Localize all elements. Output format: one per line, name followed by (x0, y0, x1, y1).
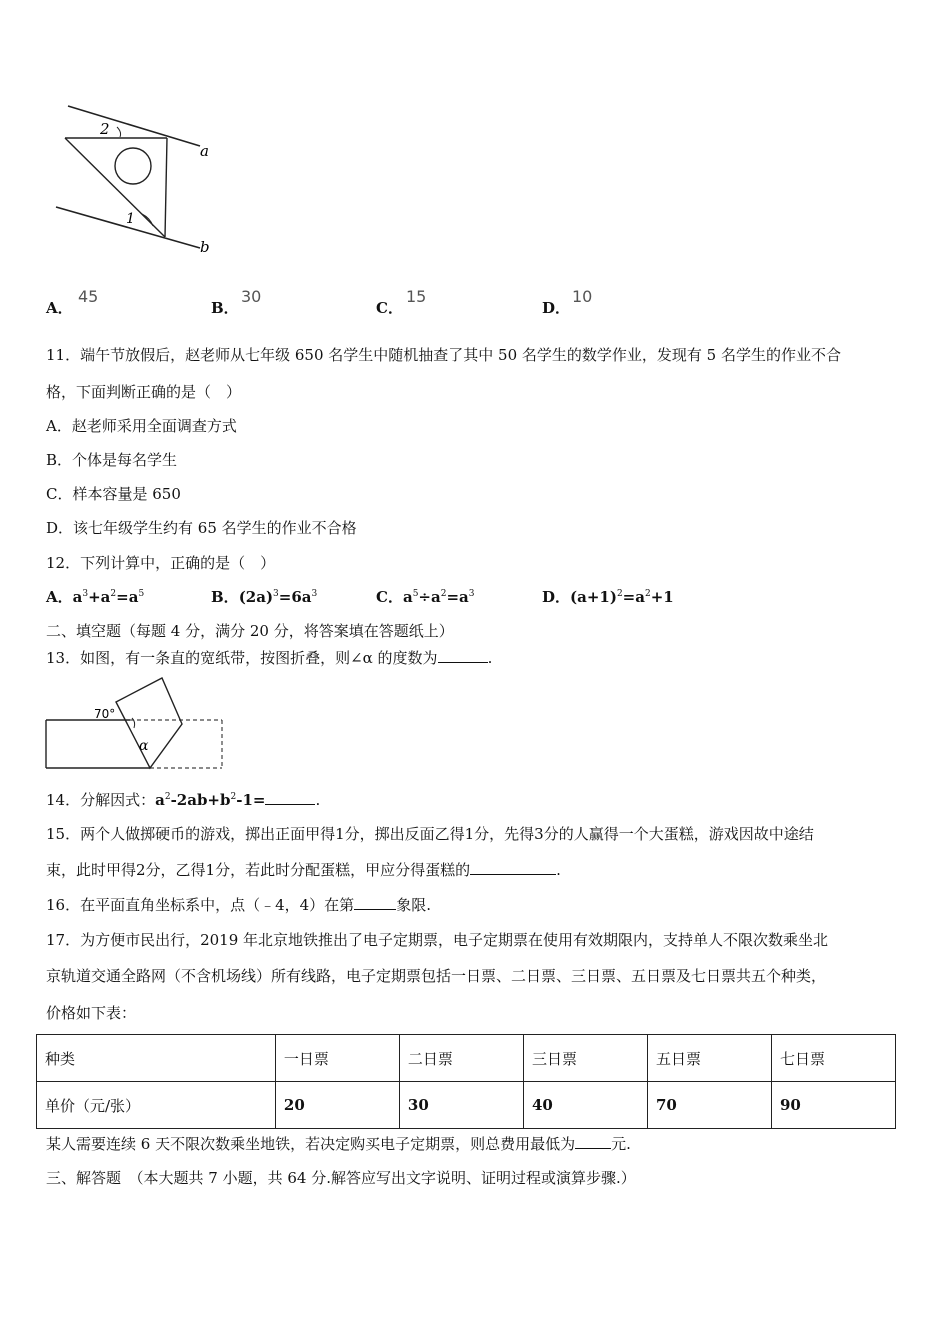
table-cell: 二日票 (399, 1035, 523, 1082)
alpha-label: α (139, 738, 149, 754)
inscribed-circle (115, 148, 151, 184)
table-cell: 五日票 (647, 1035, 771, 1082)
table-cell: 单价（元/张） (37, 1082, 276, 1129)
table-cell: 20 (275, 1082, 399, 1129)
line-b-label: b (200, 238, 210, 256)
answer-blank[interactable] (354, 895, 396, 910)
q14-stem: 14．分解因式：$a^2-2ab+b^2-1=$ . (46, 791, 321, 809)
section2-heading: 二、填空题（每题 4 分，满分 20 分，将答案填在答题纸上） (46, 622, 454, 640)
q11-option-b[interactable]: B．个体是每名学生 (46, 451, 178, 469)
q17-question: 某人需要连续 6 天不限次数乘坐地铁，若决定购买电子定期票，则总费用最低为 元. (46, 1135, 631, 1153)
angle-1-label: 1 (126, 211, 135, 227)
q13-folded-strip-figure (44, 674, 229, 774)
option-letter: A． (46, 299, 73, 317)
q17-stem-line1: 17．为方便市民出行，2019 年北京地铁推出了电子定期票，电子定期票在使用有效期限内，支持单人不限次数乘坐北 (46, 931, 829, 949)
option-value: 15 (406, 287, 427, 306)
table-cell: 种类 (37, 1035, 276, 1082)
q11-option-a[interactable]: A．赵老师采用全面调查方式 (46, 417, 237, 435)
table-header-row (37, 1035, 896, 1082)
q11-option-d[interactable]: D．该七年级学生约有 65 名学生的作业不合格 (46, 519, 357, 537)
q11-stem-line2: 格，下面判断正确的是（ ） (46, 383, 242, 401)
line-a-label: a (200, 142, 209, 160)
angle-2-label: 2 (100, 120, 110, 138)
table-cell: 70 (647, 1082, 771, 1129)
table-cell: 一日票 (275, 1035, 399, 1082)
table-cell: 40 (523, 1082, 647, 1129)
q16-stem: 16．在平面直角坐标系中，点（﹣4，4）在第 象限. (46, 896, 431, 914)
line-a (68, 106, 200, 146)
q12-option-d[interactable]: D．$(a+1)^2=a^2+1$ (542, 588, 674, 606)
angle-70-label: 70° (94, 707, 116, 721)
answer-blank[interactable] (265, 790, 315, 805)
q17-stem-line3: 价格如下表： (46, 1004, 137, 1022)
option-letter: C． (376, 299, 403, 317)
q13-stem: 13．如图，有一条直的宽纸带，按图折叠，则∠α 的度数为 . (46, 649, 493, 667)
answer-blank[interactable] (470, 860, 556, 875)
table-cell: 三日票 (523, 1035, 647, 1082)
section3-heading: 三、解答题 （本大题共 7 小题，共 64 分.解答应写出文字说明、证明过程或演算步骤.） (46, 1169, 636, 1187)
q15-stem-line2: 束，此时甲得2分，乙得1分，若此时分配蛋糕，甲应分得蛋糕的 . (46, 861, 561, 879)
q10-geometry-figure (50, 100, 220, 260)
q12-option-a[interactable]: A．$a^3+a^2=a^5$ (46, 588, 145, 606)
table-row (37, 1082, 896, 1129)
option-value: 45 (78, 287, 99, 306)
option-letter: B． (211, 299, 239, 317)
table-cell: 90 (771, 1082, 895, 1129)
answer-blank[interactable] (575, 1134, 611, 1149)
q11-stem-line1: 11．端午节放假后，赵老师从七年级 650 名学生中随机抽查了其中 50 名学生的数学作业，发现有 5 名学生的作业不合 (46, 346, 841, 364)
table-cell: 七日票 (771, 1035, 895, 1082)
option-value: 30 (241, 287, 262, 306)
q15-stem-line1: 15．两个人做掷硬币的游戏，掷出正面甲得1分，掷出反面乙得1分，先得3分的人赢得一个大蛋糕，游戏因故中途结 (46, 825, 814, 843)
ticket-price-table (36, 1034, 896, 1129)
q17-stem-line2: 京轨道交通全路网（不含机场线）所有线路，电子定期票包括一日票、二日票、三日票、五日票及七日票共五个种类， (46, 967, 827, 985)
q12-stem: 12．下列计算中，正确的是（ ） (46, 554, 276, 572)
q11-option-c[interactable]: C．样本容量是 650 (46, 485, 181, 503)
table-cell: 30 (399, 1082, 523, 1129)
q12-option-c[interactable]: C．$a^5\div a^2=a^3$ (376, 588, 475, 606)
option-letter: D． (542, 299, 571, 317)
answer-blank[interactable] (438, 648, 488, 663)
option-value: 10 (572, 287, 593, 306)
q12-option-b[interactable]: B．$(2a)^3=6a^3$ (211, 588, 318, 606)
